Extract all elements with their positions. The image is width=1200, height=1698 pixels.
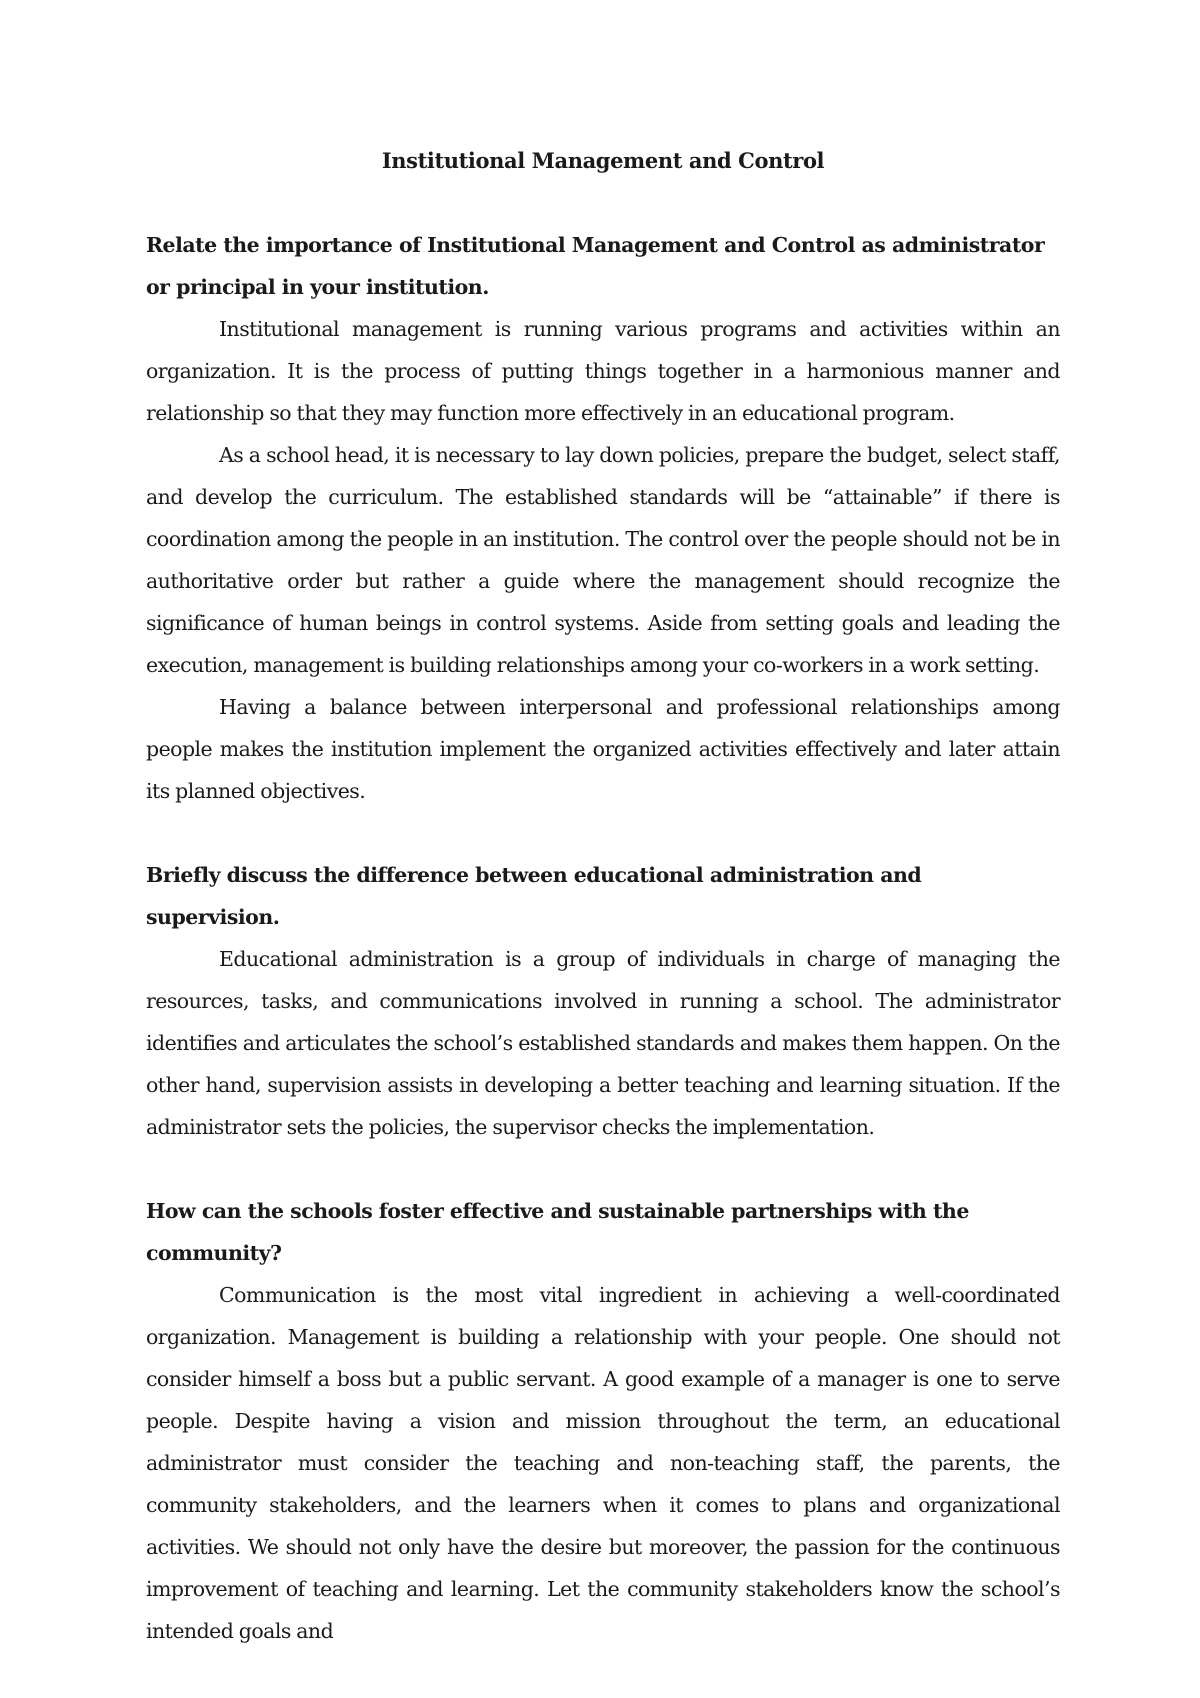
document-title: Institutional Management and Control [381,148,825,173]
document-body [146,140,1060,1652]
section-administration-vs-supervision [146,854,1060,1148]
section-question: How can the schools foster effective and sustainable partnerships with the community? [146,1199,969,1265]
section-question: Relate the importance of Institutional Management and Control as administrator or principal in your institution. [146,233,1045,299]
section-importance [146,224,1060,812]
section-paragraph: Institutional management is running various programs and activities within an organization. It is the process of putting things together in a harmonious manner and relationship so that they may function more effectively in an educational program. [146,317,1060,425]
section-paragraph: Having a balance between interpersonal and professional relationships among people makes the institution implement the organized activities effectively and later attain its planned objectives. [146,695,1060,803]
section-paragraph: As a school head, it is necessary to lay down policies, prepare the budget, select staff, and develop the curriculum. The established standards will be “attainable” if there is coordination among the people in an institution. The control over the people should not be in authoritative order but rather a guide where the management should recognize the significance of human beings in control systems. Aside from setting goals and leading the execution, management is building relationships among your co-workers in a work setting. [146,443,1060,677]
blank-line [146,812,1060,854]
blank-line [146,1148,1060,1190]
blank-line [146,182,1060,224]
section-question: Briefly discuss the difference between educational administration and supervision. [146,863,922,929]
section-paragraph: Educational administration is a group of individuals in charge of managing the resources, tasks, and communications involved in running a school. The administrator identifies and articulates the school’s established standards and makes them happen. On the other hand, supervision assists in developing a better teaching and learning situation. If the administrator sets the policies, the supervisor checks the implementation. [146,947,1060,1139]
section-community-partnerships [146,1190,1060,1652]
section-paragraph: Communication is the most vital ingredient in achieving a well-coordinated organization. Management is building a relationship with your people. One should not consider himself a boss but a public servant. A good example of a manager is one to serve people. Despite having a vision and mission throughout the term, an educational administrator must consider the teaching and non-teaching staff, the parents, the community stakeholders, and the learners when it comes to plans and organizational activities. We should not only have the desire but moreover, the passion for the continuous improvement of teaching and learning. Let the community stakeholders know the school’s intended goals and [146,1283,1060,1643]
